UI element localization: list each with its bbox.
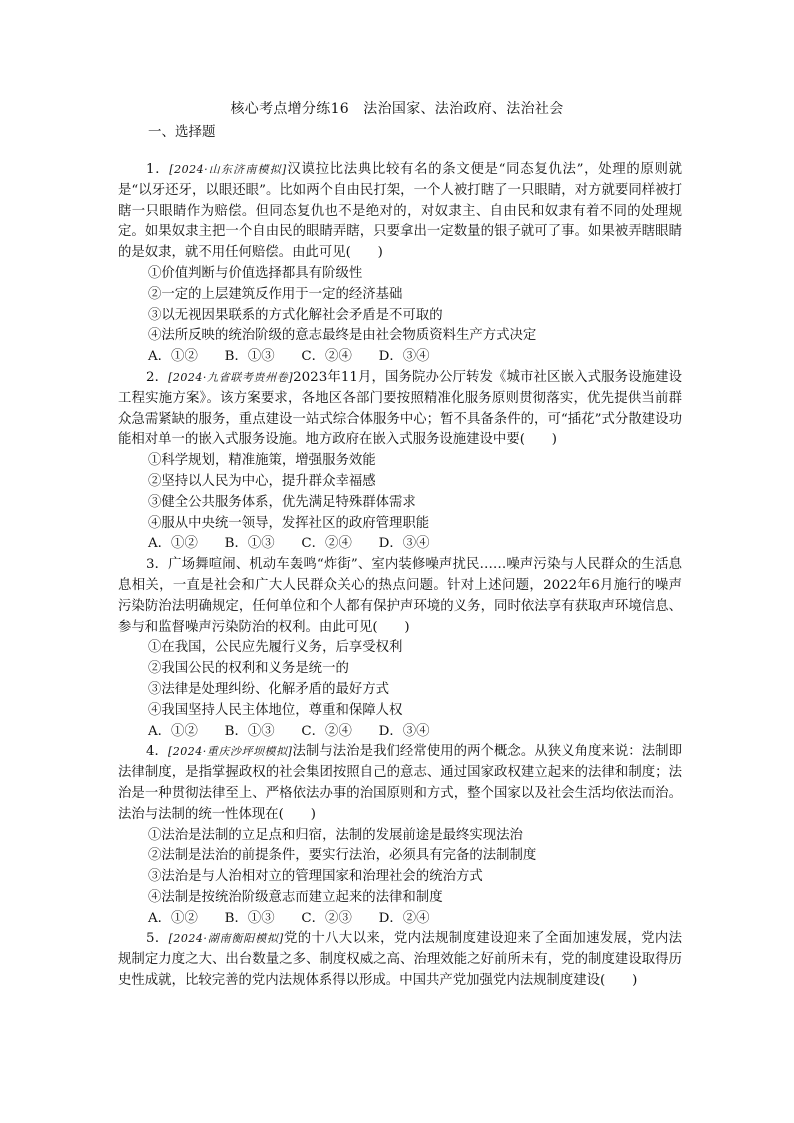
option-1: ①价值判断与价值选择都具有阶级性 bbox=[148, 265, 363, 281]
question-text: 2023年11月，国务院办公厅转发《城市社区嵌入式服务设施建设工程实施方案》。该方案要求，各地区各部门要按照精准化服务原则贯彻落实，优先提供当前群众急需紧缺的服务，重点建设一站式综合体服务中心；暂不具备条件的，可“插花”式分散建设功能相对单一的嵌入式服务设施。地方政府在嵌入式服务设施建设中要( ) bbox=[118, 369, 682, 448]
option-4: ④服从中央统一领导，发挥社区的政府管理职能 bbox=[148, 515, 430, 531]
question-number: 3． bbox=[146, 557, 169, 573]
option-2: ②我国公民的权利和义务是统一的 bbox=[148, 661, 349, 677]
question-number: 4． bbox=[146, 744, 168, 760]
question-source: [2024·九省联考贵州卷] bbox=[168, 370, 294, 384]
question-number: 1． bbox=[146, 162, 170, 177]
option-2: ②坚持以人民为中心，提升群众幸福感 bbox=[148, 473, 376, 489]
question-text: 法制与法治是我们经常使用的两个概念。从狭义角度来说：法制即法律制度，是指掌握政权的社会集团按照自己的意志、通过国家政权建立起来的法律和制度；法治是一种贯彻法律至上、严格依法办事的治国原则和方式，整个国家以及社会生活均依法而治。法治与法制的统一性体现在( ) bbox=[118, 744, 682, 822]
option-4: ④法制是按统治阶级意志而建立起来的法律和制度 bbox=[148, 889, 443, 905]
question-4 bbox=[118, 742, 682, 929]
option-1: ①法治是法制的立足点和归宿，法制的发展前途是最终实现法治 bbox=[148, 827, 523, 843]
question-3 bbox=[118, 555, 682, 742]
answer-choices: A．①② B．①③ C．②④ D．③④ bbox=[148, 349, 430, 365]
option-1: ①科学规划，精准施策，增强服务效能 bbox=[148, 453, 376, 469]
question-source: [2024·湖南衡阳模拟] bbox=[168, 932, 284, 946]
section-heading: 一、选择题 bbox=[148, 124, 216, 140]
option-2: ②一定的上层建筑反作用于一定的经济基础 bbox=[148, 286, 403, 302]
question-stem bbox=[118, 555, 682, 638]
option-2: ②法制是法治的前提条件，要实行法治，必须具有完备的法制制度 bbox=[148, 848, 537, 864]
question-stem bbox=[118, 742, 682, 825]
question-stem bbox=[118, 929, 682, 991]
question-number: 2． bbox=[146, 369, 169, 385]
option-4: ④法所反映的统治阶级的意志最终是由社会物质资料生产方式决定 bbox=[148, 328, 537, 344]
question-1 bbox=[118, 160, 682, 368]
option-3: ③法治是与人治相对立的管理国家和治理社会的统治方式 bbox=[148, 869, 483, 885]
question-text: 广场舞喧闹、机动车轰鸣“炸街”、室内装修噪声扰民……噪声污染与人民群众的生活息息相关，一直是社会和广大人民群众关心的热点问题。针对上述问题，2022年6月施行的噪声污染防治法明确规定，任何单位和个人都有保护声环境的义务，同时依法享有获取声环境信息、参与和监督噪声污染防治的权利。由此可见( ) bbox=[118, 557, 682, 635]
answer-choices: A．①② B．①③ C．②④ D．③④ bbox=[148, 536, 430, 552]
question-5 bbox=[118, 929, 682, 991]
question-text: 党的十八大以来，党内法规制度建设迎来了全面加速发展，党内法规制定力度之大、出台数量之多、制度权威之高、治理效能之好前所未有，党的制度建设取得历史性成就，比较完善的党内法规体系得以形成。中国共产党加强党内法规制度建设( ) bbox=[118, 931, 682, 989]
page-title: 核心考点增分练16 法治国家、法治政府、法治社会 bbox=[230, 101, 564, 117]
question-stem bbox=[118, 160, 682, 264]
option-1: ①在我国，公民应先履行义务，后享受权利 bbox=[148, 640, 403, 656]
option-3: ③以无视因果联系的方式化解社会矛盾是不可取的 bbox=[148, 307, 443, 323]
question-number: 5． bbox=[146, 931, 169, 947]
option-3: ③法律是处理纠纷、化解矛盾的最好方式 bbox=[148, 681, 390, 697]
answer-choices: A．①② B．①③ C．②④ D．③④ bbox=[148, 723, 430, 739]
question-source: [2024·重庆沙坪坝模拟] bbox=[168, 745, 293, 759]
option-3: ③健全公共服务体系，优先满足特殊群体需求 bbox=[148, 494, 416, 510]
question-2 bbox=[118, 368, 682, 555]
question-list bbox=[118, 160, 682, 992]
question-source: [2024·山东济南模拟] bbox=[169, 163, 287, 176]
question-stem bbox=[118, 368, 682, 451]
answer-choices: A．①② B．①③ C．②③ D．②④ bbox=[148, 910, 430, 926]
question-text: 汉谟拉比法典比较有名的条文便是“同态复仇法”，处理的原则就是“以牙还牙，以眼还眼”。比如两个自由民打架，一个人被打瞎了一只眼睛，对方就要同样被打瞎一只眼睛作为赔偿。但同态复仇也不是绝对的，对奴隶主、自由民和奴隶有着不同的处理规定。如果奴隶主把一个自由民的眼睛弄瞎，只要拿出一定数量的银子就可了事。如果被弄瞎眼睛的是奴隶，就不用任何赔偿。由此可见( ) bbox=[118, 162, 682, 261]
option-4: ④我国坚持人民主体地位，尊重和保障人权 bbox=[148, 702, 403, 718]
